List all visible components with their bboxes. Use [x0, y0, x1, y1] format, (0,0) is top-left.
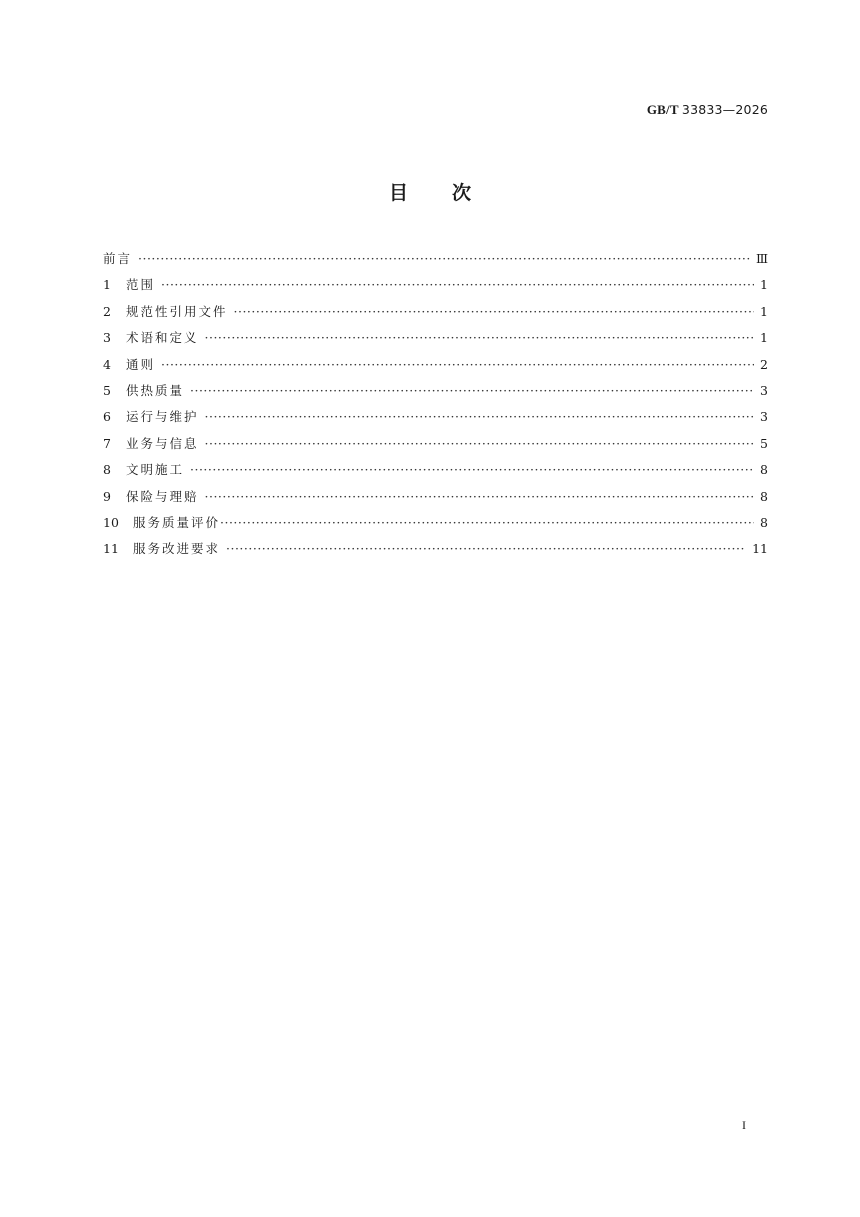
toc-entry-foreword[interactable]	[103, 246, 768, 272]
toc-entry-page: 11	[752, 541, 768, 557]
dot-leader	[190, 457, 754, 483]
toc-entry-page: 2	[760, 356, 768, 372]
toc-entry-page: Ⅲ	[755, 251, 768, 266]
toc-entry-number: 11	[103, 541, 119, 557]
dot-leader	[161, 272, 754, 298]
toc-entry-number: 5	[103, 382, 111, 398]
toc-entry-number: 3	[103, 330, 111, 346]
toc-entry-11[interactable]	[103, 536, 768, 562]
toc-entry-label: 术语和定义	[126, 330, 199, 346]
toc-entry-page: 3	[760, 409, 768, 425]
toc-entry-2[interactable]	[103, 299, 768, 325]
toc-entry-label: 供热质量	[126, 382, 185, 398]
toc-title: 目次	[388, 182, 515, 204]
toc-entry-label: 通则	[126, 356, 156, 372]
toc-entry-label: 规范性引用文件	[126, 303, 228, 319]
toc-entry-6[interactable]	[103, 404, 768, 430]
toc-entry-label: 服务改进要求	[133, 541, 221, 557]
toc-entry-label: 业务与信息	[126, 435, 199, 451]
toc-entry-page: 3	[760, 382, 768, 398]
toc-entry-1[interactable]	[103, 272, 768, 298]
dot-leader	[226, 536, 746, 562]
toc-entry-page: 5	[760, 435, 768, 451]
table-of-contents	[103, 246, 768, 563]
toc-entry-number: 7	[103, 435, 111, 451]
toc-entry-4[interactable]	[103, 352, 768, 378]
standard-code: 33833—2026	[681, 102, 768, 117]
toc-entry-label: 运行与维护	[126, 409, 199, 425]
toc-entry-page: 1	[760, 303, 768, 319]
dot-leader	[205, 325, 754, 351]
standard-number	[647, 102, 768, 118]
dot-leader	[138, 246, 750, 272]
dot-leader	[220, 510, 754, 536]
dot-leader	[234, 299, 754, 325]
toc-entry-3[interactable]	[103, 325, 768, 351]
toc-entry-number: 1	[103, 277, 111, 293]
dot-leader	[190, 378, 754, 404]
toc-entry-number: 8	[103, 462, 111, 478]
toc-entry-8[interactable]	[103, 457, 768, 483]
toc-entry-number: 10	[103, 514, 119, 530]
toc-entry-page: 1	[760, 330, 768, 346]
toc-entry-label: 前言	[103, 251, 133, 266]
toc-entry-label: 文明施工	[126, 462, 185, 478]
dot-leader	[205, 484, 754, 510]
dot-leader	[161, 352, 754, 378]
toc-entry-9[interactable]	[103, 484, 768, 510]
toc-entry-page: 8	[760, 462, 768, 478]
toc-entry-5[interactable]	[103, 378, 768, 404]
toc-entry-7[interactable]	[103, 431, 768, 457]
page-folio: I	[742, 1118, 746, 1132]
toc-entry-number: 9	[103, 488, 111, 504]
toc-entry-page: 8	[760, 488, 768, 504]
toc-entry-label: 服务质量评价	[133, 514, 221, 530]
standard-prefix: GB/T	[646, 102, 679, 117]
dot-leader	[205, 431, 754, 457]
toc-entry-label: 范围	[126, 277, 156, 293]
toc-entry-number: 4	[103, 356, 111, 372]
toc-entry-page: 8	[760, 514, 768, 530]
toc-entry-number: 2	[103, 303, 111, 319]
toc-entry-label: 保险与理赔	[126, 488, 199, 504]
toc-entry-number: 6	[103, 409, 111, 425]
dot-leader	[205, 404, 754, 430]
toc-entry-page: 1	[760, 277, 768, 293]
toc-entry-10[interactable]	[103, 510, 768, 536]
